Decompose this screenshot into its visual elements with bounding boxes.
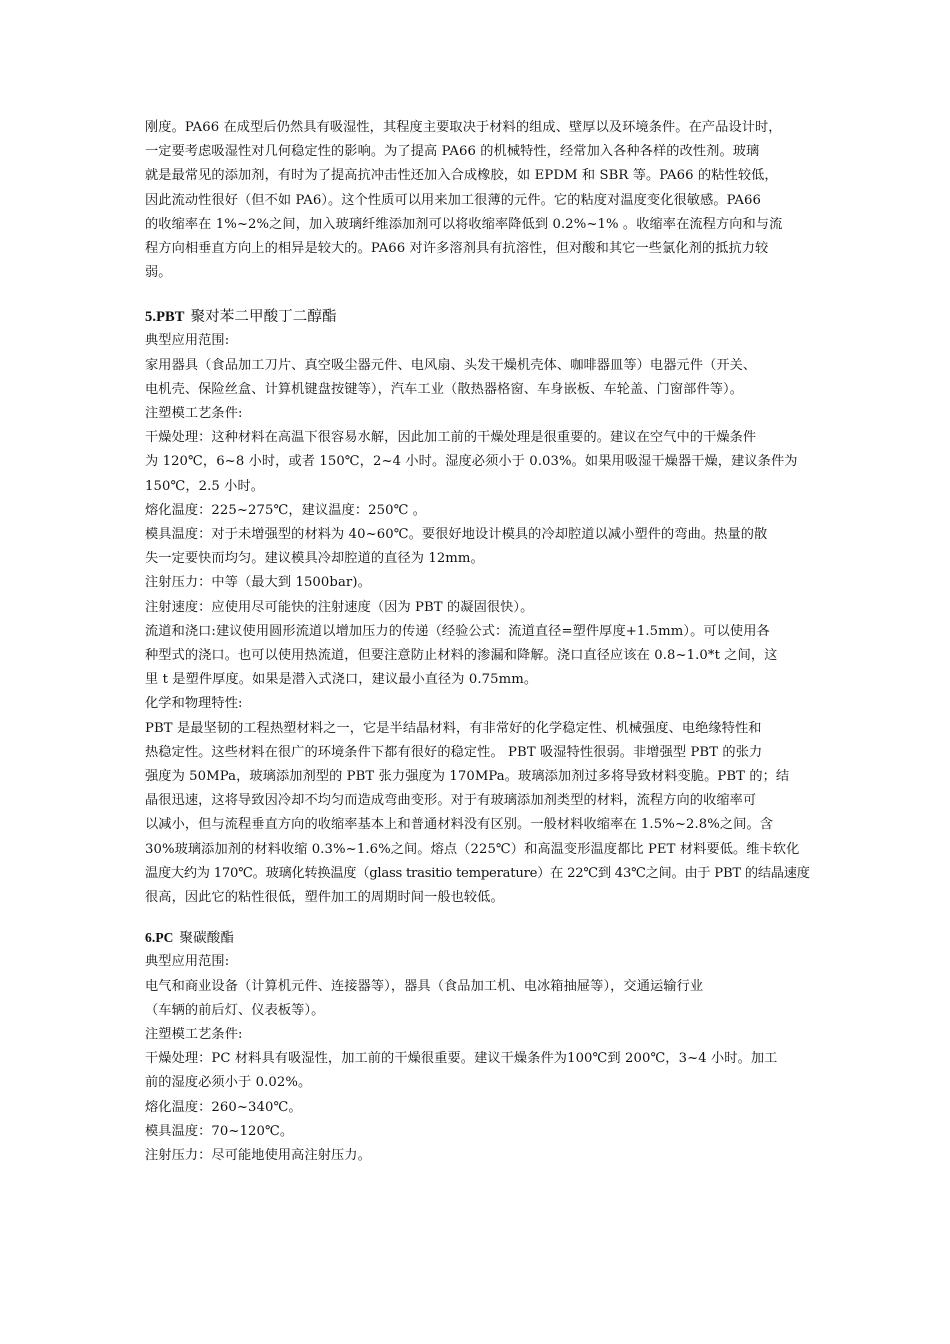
text-line: 失一定要快而均匀。建议模具冷却腔道的直径为 12mm。 xyxy=(145,551,484,567)
text-line: 一定要考虑吸湿性对几何稳定性的影响。为了提高 PA66 的机械特性，经常加入各种各样的改性剂。玻璃 xyxy=(145,144,760,160)
injection-pressure: 注射压力：尽可能地使用高注射压力。 xyxy=(145,1147,371,1163)
text-line: （车辆的前后灯、仪表板等）。 xyxy=(145,1002,325,1018)
text-line: 种型式的浇口。也可以使用热流道，但要注意防止材料的渗漏和降解。浇口直径应该在 0.8~1.0*t 之间，这 xyxy=(145,648,778,664)
text-line: 热稳定性。这些材料在很广的环境条件下都有很好的稳定性。 PBT 吸湿特性很弱。非增强型 PBT 的张力 xyxy=(145,744,763,760)
text-line: 流道和浇口:建议使用圆形流道以增加压力的传递（经验公式：流道直径=塑件厚度+1.5mm）。可以使用各 xyxy=(145,623,770,639)
text-line: 晶很迅速，这将导致因冷却不均匀而造成弯曲变形。对于有玻璃添加剂类型的材料，流程方向的收缩率可 xyxy=(145,793,757,809)
melt-temperature: 熔化温度：225~275℃，建议温度：250℃ 。 xyxy=(145,502,427,518)
section-heading xyxy=(145,305,813,329)
document-page xyxy=(145,116,813,1168)
text-line: PBT 是最坚韧的工程热塑材料之一，它是半结晶材料，有非常好的化学稳定性、机械强度、电绝缘特性和 xyxy=(145,720,762,736)
text-line: 家用器具（食品加工刀片、真空吸尘器元件、电风扇、头发干燥机壳体、咖啡器皿等）电器元件（开关、 xyxy=(145,357,757,373)
text-line: 为 120℃，6~8 小时，或者 150℃，2~4 小时。湿度必须小于 0.03%。如果用吸湿干燥器干燥，建议条件为 xyxy=(145,454,798,470)
section-pbt xyxy=(145,305,813,910)
text-line: 程方向相垂直方向上的相异是较大的。PA66 对许多溶剂具有抗溶性，但对酸和其它一些氯化剂的抵抗力较 xyxy=(145,241,769,257)
text-line: 模具温度：对于未增强型的材料为 40~60℃。要很好地设计模具的冷却腔道以减小塑件的弯曲。热量的散 xyxy=(145,527,768,543)
intro-paragraph xyxy=(145,116,813,285)
section-title: 聚对苯二甲酸丁二醇酯 xyxy=(190,309,337,326)
applications-label: 典型应用范围: xyxy=(145,954,230,970)
text-line: 150℃，2.5 小时。 xyxy=(145,478,265,494)
text-line: 弱。 xyxy=(145,265,172,281)
text-line: 干燥处理：PC 材料具有吸湿性，加工前的干燥很重要。建议干燥条件为100℃到 200℃，3~4 小时。加工 xyxy=(145,1051,778,1067)
properties-label: 化学和物理特性: xyxy=(145,696,243,712)
text-line: 刚度。PA66 在成型后仍然具有吸湿性，其程度主要取决于材料的组成、壁厚以及环境条件。在产品设计时， xyxy=(145,120,782,135)
text-line: 前的湿度必须小于 0.02%。 xyxy=(145,1075,312,1091)
text-line: 就是最常见的添加剂，有时为了提高抗冲击性还加入合成橡胶，如 EPDM 和 SBR 等。PA66 的粘性较低， xyxy=(145,168,778,184)
injection-pressure: 注射压力：中等（最大到 1500bar)。 xyxy=(145,575,371,591)
text-line: 里 t 是塑件厚度。如果是潜入式浇口，建议最小直径为 0.75mm。 xyxy=(145,672,538,688)
injection-speed: 注射速度：应使用尽可能快的注射速度（因为 PBT 的凝固很快）。 xyxy=(145,599,534,615)
text-line: 电机壳、保险丝盒、计算机键盘按键等），汽车工业（散热器格窗、车身嵌板、车轮盖、门窗部件等）。 xyxy=(145,381,744,397)
section-number: 5.PBT xyxy=(145,309,185,326)
section-number: 6.PC xyxy=(145,930,174,946)
conditions-label: 注塑模工艺条件: xyxy=(145,406,243,422)
conditions-label: 注塑模工艺条件: xyxy=(145,1026,243,1042)
text-line: 温度大约为 170℃。玻璃化转换温度（glass trasitio temperature）在 22℃到 43℃之间。由于 PBT 的结晶速度 xyxy=(145,865,810,881)
text-line: 因此流动性很好（但不如 PA6）。这个性质可以用来加工很薄的元件。它的粘度对温度变化很敏感。PA66 xyxy=(145,192,762,208)
mold-temperature: 模具温度：70~120℃。 xyxy=(145,1123,294,1139)
section-title: 聚碳酸酯 xyxy=(179,930,234,947)
melt-temperature: 熔化温度：260~340℃。 xyxy=(145,1099,302,1115)
text-line: 强度为 50MPa，玻璃添加剂型的 PBT 张力强度为 170MPa。玻璃添加剂过多将导致材料变脆。PBT 的；结 xyxy=(145,769,790,785)
section-heading xyxy=(145,926,813,950)
text-line: 电气和商业设备（计算机元件、连接器等），器具（食品加工机、电冰箱抽屉等），交通运输行业 xyxy=(145,978,704,994)
section-pc xyxy=(145,926,813,1168)
text-line: 的收缩率在 1%~2%之间，加入玻璃纤维添加剂可以将收缩率降低到 0.2%~1% 。收缩率在流程方向和与流 xyxy=(145,216,783,232)
applications-label: 典型应用范围: xyxy=(145,333,230,349)
text-line: 干燥处理：这种材料在高温下很容易水解，因此加工前的干燥处理是很重要的。建议在空气中的干燥条件 xyxy=(145,430,757,446)
text-line: 30%玻璃添加剂的材料收缩 0.3%~1.6%之间。熔点（225℃）和高温变形温度都比 PET 材料要低。维卡软化 xyxy=(145,841,800,857)
text-line: 以减小，但与流程垂直方向的收缩率基本上和普通材料没有区别。一般材料收缩率在 1.5%~2.8%之间。含 xyxy=(145,817,774,833)
text-line: 很高，因此它的粘性很低，塑件加工的周期时间一般也较低。 xyxy=(145,890,504,906)
